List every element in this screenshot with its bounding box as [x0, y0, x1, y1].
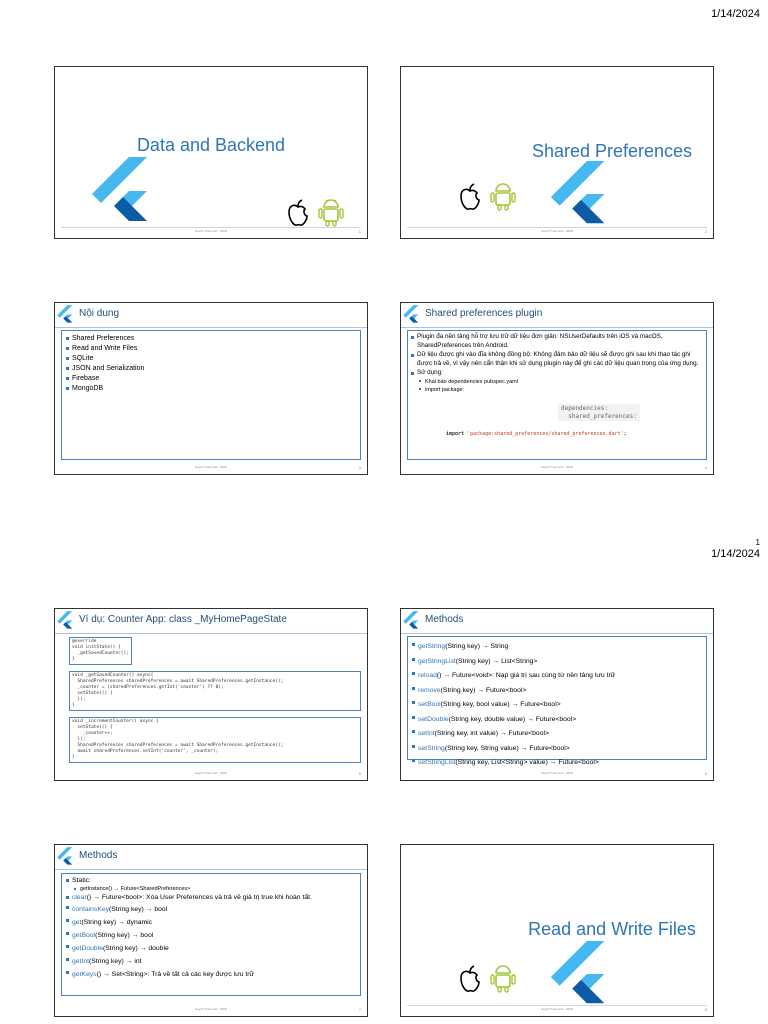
- flutter-logo-icon: [57, 305, 75, 325]
- android-icon: [489, 181, 517, 211]
- method-signature: (String key) → bool: [95, 931, 154, 939]
- method-name: setInt: [418, 730, 435, 737]
- slide-footer: Huynh Tuan Anh - SWD: [541, 465, 573, 469]
- method-signature: (String key, String value) → Future<bool>: [444, 744, 570, 752]
- content-box: [61, 873, 361, 996]
- slide-5: [54, 608, 368, 781]
- method-signature: (String key, bool value) → Future<bool>: [440, 701, 561, 708]
- apple-icon: [459, 965, 481, 993]
- slide-number: 2: [704, 229, 707, 234]
- flutter-logo-icon: [57, 611, 75, 631]
- page-number: 1: [755, 538, 760, 547]
- list-item: [66, 929, 356, 942]
- list-item: [66, 916, 356, 929]
- method-name: setString: [418, 744, 445, 752]
- slide-footer: Huynh Tuan Anh - SWD: [541, 229, 573, 233]
- list-item: Dữ liệu được ghi vào đĩa không đồng bộ: Không đảm bảo dữ liệu sẽ được ghi sau khi thao tác ghi được trả về, vì vậy nên cẩn thận khi sử dụng plugin này để ghi các dữ liệu quan trọng của ứng dụng.: [411, 351, 703, 368]
- list-item: Khai báo dependencies pubspec.yaml: [419, 378, 703, 386]
- method-name: getString: [418, 643, 446, 650]
- slide-title: Methods: [79, 850, 118, 861]
- code-punct: ;: [623, 431, 627, 437]
- list-item: Static:: [66, 876, 356, 885]
- slide-title: Methods: [425, 614, 464, 625]
- list-item: SQLite: [66, 354, 356, 364]
- method-name: getInt: [72, 957, 90, 965]
- list-item: [412, 698, 702, 713]
- list-item: getInstance() → Future<SharedPreferences>: [74, 885, 356, 893]
- slide-footer: Huynh Tuan Anh - SWD: [541, 771, 573, 775]
- content-box: [407, 636, 707, 766]
- list-item: Plugin đa nền tảng hỗ trợ lưu trữ dữ liệu đơn giản: NSUserDefaults trên iOS và macOS, SharedPreferences trên Android.: [411, 333, 703, 350]
- slide-4: [400, 302, 714, 475]
- slide-footer: Huynh Tuan Anh - SWD: [195, 465, 227, 469]
- slide-3: [54, 302, 368, 475]
- method-signature: (String key, int value) → Future<bool>: [434, 730, 549, 737]
- slide-number: 4: [704, 465, 707, 470]
- method-signature: () → Future<void>: Nạp giá trị sau cùng từ nền tảng lưu trữ: [436, 672, 616, 679]
- method-signature: (String key, double value) → Future<bool>: [448, 715, 577, 723]
- android-icon: [317, 197, 345, 227]
- method-signature: (String key) → bool: [109, 905, 168, 913]
- method-name: setStringList: [418, 759, 456, 766]
- code-string: 'package:shared_preferences/shared_preferences.dart': [467, 431, 624, 437]
- slide-1: [54, 66, 368, 239]
- list-item: [66, 968, 356, 981]
- yaml-line: dependencies:: [561, 405, 608, 412]
- list-item: [66, 903, 356, 916]
- slide-number: 3: [358, 465, 361, 470]
- date-header-2: 1/14/2024: [711, 548, 760, 560]
- code-block: void _incrementCounter() async { setState(() { _counter++; }); SharedPreferences sharedPreferences = await SharedPreferences.getInstance(); await sharedPreferences.setInt('counter', _counter); }: [72, 719, 284, 760]
- method-signature: () → Future<bool>: Xóa User Preferences và trả về giá trị true khi hoàn tất.: [86, 894, 312, 901]
- method-name: getKeys: [72, 970, 97, 978]
- list-item: [412, 742, 702, 757]
- method-signature: (String key) → String: [445, 643, 509, 650]
- slide-title: Nội dung: [79, 308, 120, 319]
- method-name: getBool: [72, 931, 96, 939]
- slide-number: 6: [704, 771, 707, 776]
- flutter-logo-icon: [403, 305, 421, 325]
- slide-6: [400, 608, 714, 781]
- slide-2: [400, 66, 714, 239]
- code-keyword: import: [446, 431, 465, 437]
- apple-icon: [287, 199, 309, 227]
- list-item: [412, 655, 702, 670]
- slide-footer: Huynh Tuan Anh - SWD: [195, 1007, 227, 1011]
- method-signature: (String key, List<String> value) → Future<bool>: [455, 759, 599, 766]
- slide-title: Ví dụ: Counter App: class _MyHomePageState: [79, 614, 287, 625]
- list-item: MongoDB: [66, 384, 356, 394]
- slide-footer: Huynh Tuan Anh - SWD: [195, 771, 227, 775]
- list-item: [66, 893, 356, 903]
- list-item: [412, 640, 702, 655]
- list-item: [412, 756, 702, 771]
- method-name: get: [72, 918, 82, 926]
- content-box: [61, 330, 361, 460]
- method-signature: (String key) → double: [103, 944, 169, 952]
- method-signature: (String key) → dynamic: [81, 918, 153, 926]
- list-item: JSON and Serialization: [66, 364, 356, 374]
- list-item: [412, 669, 702, 684]
- method-name: containsKey: [72, 905, 110, 913]
- flutter-logo-icon: [547, 941, 617, 1011]
- apple-icon: [459, 183, 481, 211]
- list-item: [412, 713, 702, 728]
- method-name: setBool: [418, 701, 441, 708]
- slide-title: Shared preferences plugin: [425, 308, 543, 319]
- method-name: clear: [72, 894, 87, 901]
- slide-number: 7: [358, 1007, 361, 1012]
- slide-title: Data and Backend: [136, 135, 286, 155]
- list-item: [412, 684, 702, 699]
- slide-title: Shared Preferences: [531, 141, 693, 161]
- flutter-logo-icon: [403, 611, 421, 631]
- method-name: remove: [418, 686, 441, 694]
- list-item: Shared Preferences: [66, 334, 356, 344]
- slide-7: [54, 844, 368, 1017]
- code-block: @override void initState() { _getSavedCounter(); }: [72, 639, 129, 662]
- method-signature: () → Set<String>: Trả về tất cả các key được lưu trữ: [96, 970, 255, 978]
- slide-8: [400, 844, 714, 1017]
- content-box: [407, 330, 707, 460]
- list-item: [66, 942, 356, 955]
- slide-number: 8: [704, 1007, 707, 1012]
- list-item: import package:: [419, 386, 703, 394]
- method-name: getDouble: [72, 944, 103, 952]
- list-item: Firebase: [66, 374, 356, 384]
- slide-number: 1: [358, 229, 361, 234]
- flutter-logo-icon: [57, 847, 75, 867]
- method-name: getStringList: [418, 657, 456, 665]
- flutter-logo-icon: [91, 157, 157, 229]
- flutter-logo-icon: [547, 161, 617, 231]
- slide-number: 5: [358, 771, 361, 776]
- method-name: setDouble: [418, 715, 449, 723]
- list-item: [412, 727, 702, 742]
- slide-footer: Huynh Tuan Anh - SWD: [541, 1007, 573, 1011]
- method-signature: (String key) → int: [89, 957, 142, 965]
- date-header: 1/14/2024: [711, 8, 760, 20]
- list-item: Sử dụng:: [411, 369, 703, 378]
- slide-title: Read and Write Files: [528, 919, 696, 939]
- code-block: void _getSavedCounter() async{ SharedPreferences sharedPreferences = await SharedPreferences.getInstance(); _counter = (sharedPreferences.getInt('counter') ?? 0); setState(() { }); }: [72, 673, 284, 708]
- method-name: reload: [418, 672, 437, 679]
- yaml-line: shared_preferences:: [561, 412, 637, 420]
- android-icon: [489, 963, 517, 993]
- list-item: [66, 955, 356, 968]
- slide-footer: Huynh Tuan Anh - SWD: [195, 229, 227, 233]
- method-signature: (String key) → List<String>: [455, 657, 538, 665]
- list-item: Read and Write Files: [66, 344, 356, 354]
- method-signature: (String key) → Future<bool>: [440, 686, 527, 694]
